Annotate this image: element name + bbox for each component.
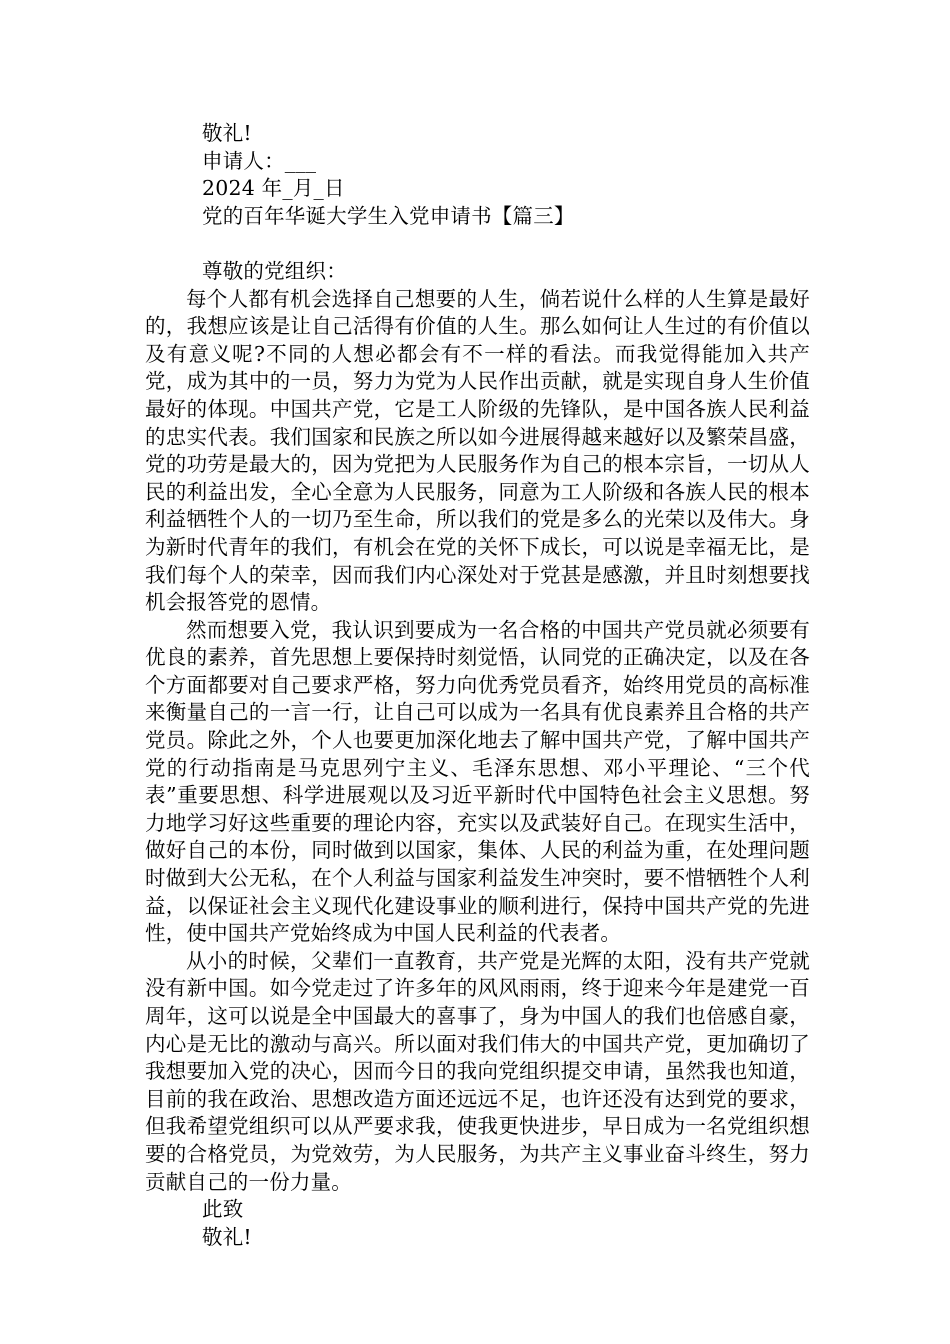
section-title: 党的百年华诞大学生入党申请书【篇三】: [202, 203, 575, 228]
paragraph-3: 从小的时候，父辈们一直教育，共产党是光辉的太阳，没有共产党就没有新中国。如今党走过了许多年的风风雨雨，终于迎来今年是建党一百周年，这可以说是全中国最大的喜事了，身为中国人的我们也倍感自豪，内心是无比的激动与高兴。所以面对我们伟大的中国共产党，更加确切了我想要加入党的决心，因而今日的我向党组织提交申请，虽然我也知道，目前的我在政治、思想改造方面还远远不足，也许还没有达到党的要求，但我希望党组织可以从严要求我，使我更快进步，早日成为一名党组织想要的合格党员，为党效劳，为人民服务，为共产主义事业奋斗终生，努力贡献自己的一份力量。: [145, 948, 810, 1194]
paragraph-1: 每个人都有机会选择自己想要的人生，倘若说什么样的人生算是最好的，我想应该是让自己活得有价值的人生。那么如何让人生过的有价值以及有意义呢?不同的人想必都会有不一样的看法。而我觉得能加入共产党，成为其中的一员，努力为党为人民作出贡献，就是实现自身人生价值最好的体现。中国共产党，它是工人阶级的先锋队，是中国各族人民利益的忠实代表。我们国家和民族之所以如今进展得越来越好以及繁荣昌盛，党的功劳是最大的，因为党把为人民服务作为自己的根本宗旨，一切从人民的利益出发，全心全意为人民服务，同意为工人阶级和各族人民的根本利益牺牲个人的一切乃至生命，所以我们的党是多么的光荣以及伟大。身为新时代青年的我们，有机会在党的关怀下成长，可以说是幸福无比，是我们每个人的荣幸，因而我们内心深处对于党甚是感激，并且时刻想要找机会报答党的恩情。: [145, 286, 810, 615]
document-body: [145, 120, 810, 1251]
closing-jing-li: 敬礼!: [202, 1224, 252, 1249]
paragraph-2: 然而想要入党，我认识到要成为一名合格的中国共产党员就必须要有优良的素养，首先思想上要保持时刻觉悟，认同党的正确决定，以及在各个方面都要对自己要求严格，努力向优秀党员看齐，始终用党员的高标准来衡量自己的一言一行，让自己可以成为一名具有优良素养且合格的共产党员。除此之外，个人也要更加深化地去了解中国共产党，了解中国共产党的行动指南是马克思列宁主义、毛泽东思想、邓小平理论、“三个代表”重要思想、科学进展观以及习近平新时代中国特色社会主义思想。努力地学习好这些重要的理论内容，充实以及武装好自己。在现实生活中，做好自己的本份，同时做到以国家，集体、人民的利益为重，在处理问题时做到大公无私，在个人利益与国家利益发生冲突时，要不惜牺牲个人利益，以保证社会主义现代化建设事业的顺利进行，保持中国共产党的先进性，使中国共产党始终成为中国人民利益的代表者。: [145, 617, 810, 946]
date-line: 2024 年_月_日: [202, 176, 345, 201]
closing-salute-previous: 敬礼!: [202, 121, 252, 145]
closing-ci-zhi: 此致: [202, 1197, 244, 1222]
blank-line: [145, 230, 810, 258]
salutation: 尊敬的党组织：: [202, 258, 347, 283]
applicant-line: 申请人：___: [202, 148, 317, 173]
